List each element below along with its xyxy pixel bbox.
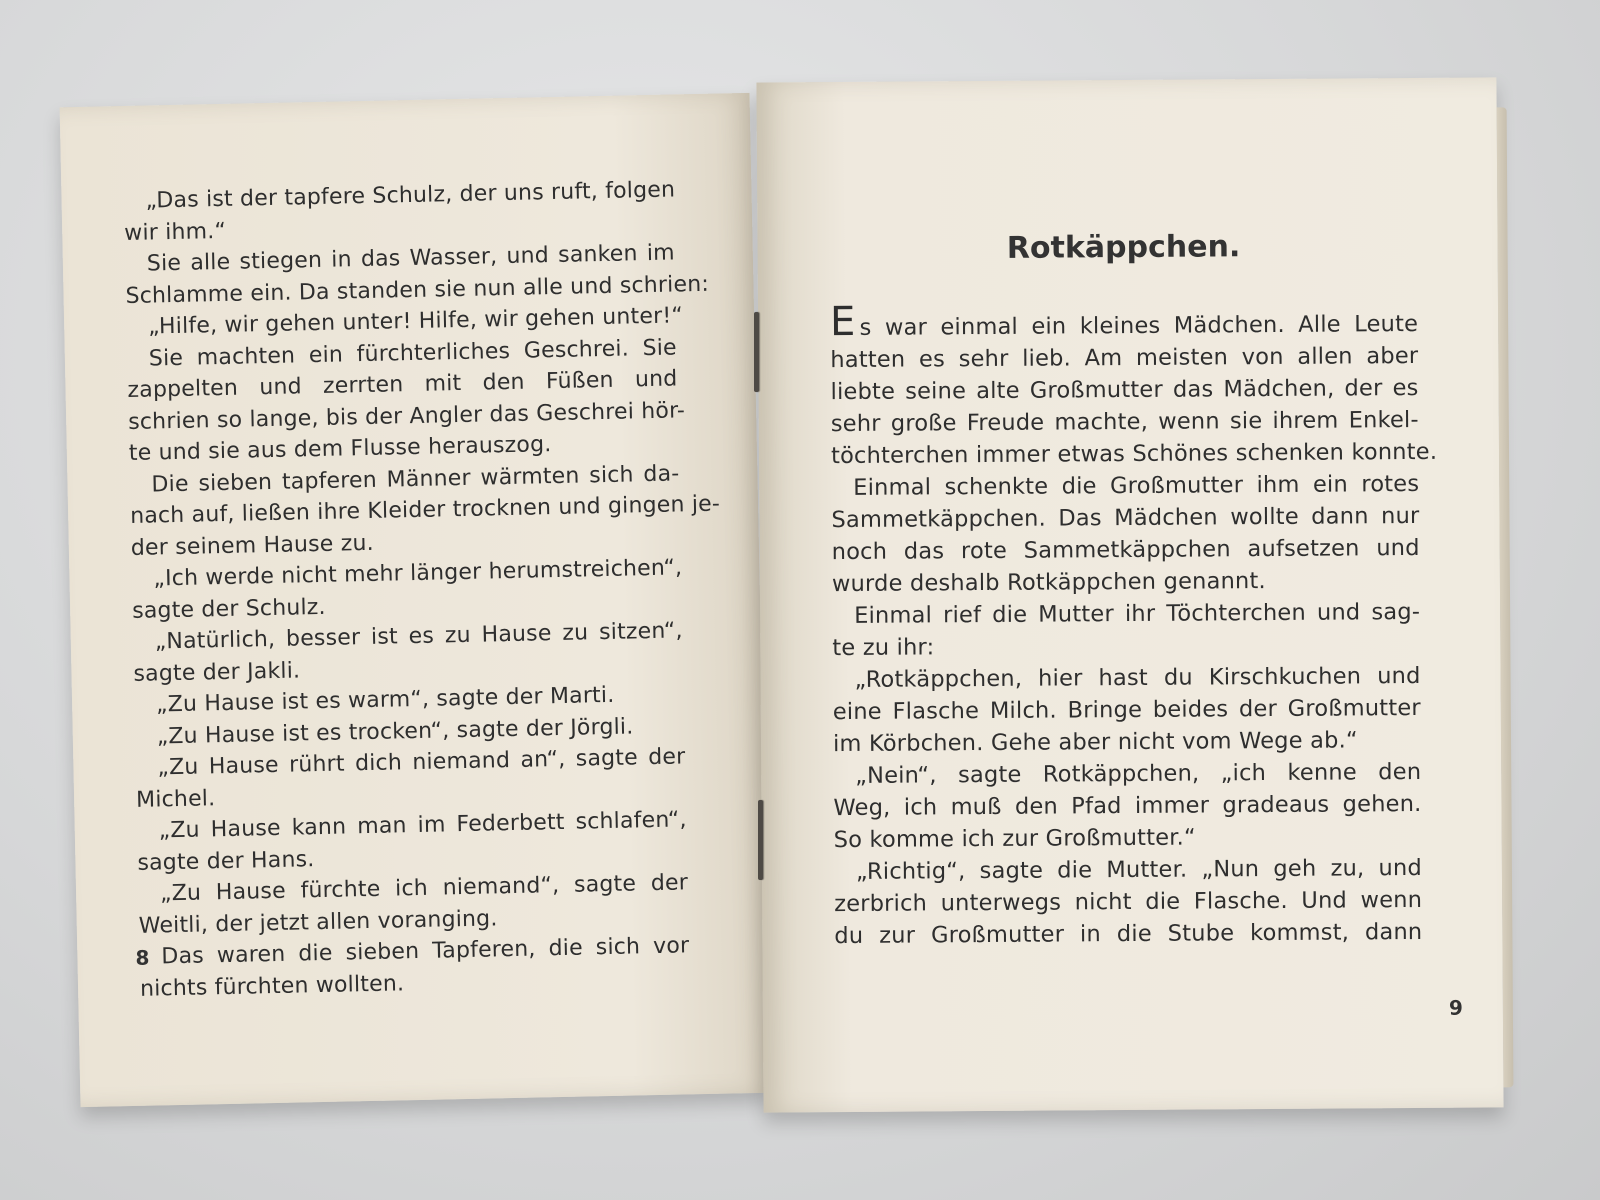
text-line: „Zu Hause kann man im Federbett schlafen“, xyxy=(158,807,687,844)
text-line: zerbrich unterwegs nicht die Flasche. Und wenn xyxy=(834,886,1423,918)
left-page xyxy=(60,93,771,1107)
text-line: „Hilfe, wir gehen unter! Hilfe, wir gehen unter!“ xyxy=(147,303,684,340)
text-line: liebte seine alte Großmutter das Mädchen, der es xyxy=(830,374,1419,406)
text-line: „Natürlich, besser ist es zu Hause zu sitzen“, xyxy=(154,618,683,655)
text-line: te und sie aus dem Flusse herauszog. xyxy=(128,432,552,466)
text-line: wurde deshalb Rotkäppchen genannt. xyxy=(831,568,1266,598)
text-line: der seinem Hause zu. xyxy=(130,530,375,561)
text-line: „Zu Hause ist es warm“, sagte der Marti. xyxy=(155,682,615,718)
text-line: zappelten und zerrten mit den Füßen und xyxy=(127,366,678,403)
text-line: Schlamme ein. Da standen sie nun alle und schrien: xyxy=(125,271,710,309)
text-line: „Zu Hause ist es trocken“, sagte der Jörgli. xyxy=(156,713,634,749)
drop-cap: E xyxy=(829,298,856,346)
text-line: Michel. xyxy=(135,785,216,813)
text-line: Sie machten ein fürchterliches Geschrei. Sie xyxy=(148,334,678,372)
text-line: sagte der Hans. xyxy=(137,846,315,876)
text-line: im Körbchen. Gehe aber nicht vom Wege ab.“ xyxy=(832,727,1358,758)
text-line: Weg, ich muß den Pfad immer gradeaus gehen. xyxy=(833,790,1422,822)
staple xyxy=(758,800,763,880)
text-line: noch das rote Sammetkäppchen aufsetzen und xyxy=(831,534,1420,566)
text-line: Sie alle stiegen in das Wasser, und sanken im xyxy=(146,240,676,277)
text-line: Sammetkäppchen. Das Mädchen wollte dann nur xyxy=(831,502,1420,534)
text-line: nichts fürchten wollten. xyxy=(139,970,405,1002)
open-booklet xyxy=(60,60,1540,1120)
text-line: eine Flasche Milch. Bringe beides der Großmutter xyxy=(832,694,1421,726)
right-page xyxy=(756,77,1503,1112)
text-line: Das waren die sieben Tapferen, die sich vor xyxy=(161,933,690,970)
text-line: schrien so lange, bis der Angler das Geschrei hör- xyxy=(127,397,686,435)
text-line: „Ich werde nicht mehr länger herumstreichen“, xyxy=(153,555,683,592)
page-edges xyxy=(1497,107,1514,1087)
story-title: Rotkäppchen. xyxy=(1006,229,1241,266)
text-line: So komme ich zur Großmutter.“ xyxy=(833,824,1196,854)
text-line: „Das ist der tapfere Schulz, der uns ruft, folgen xyxy=(145,177,676,214)
text-line: Einmal schenkte die Großmutter ihm ein rotes xyxy=(853,470,1420,501)
text-line: „Zu Hause fürchte ich niemand“, sagte der xyxy=(159,870,689,907)
page-number: 8 xyxy=(135,945,150,970)
text-line: „Nein“, sagte Rotkäppchen, „ich kenne den xyxy=(855,758,1422,789)
text-line: wir ihm.“ xyxy=(123,218,227,246)
text-line: nach auf, ließen ihre Kleider trocknen und gingen je- xyxy=(129,491,721,529)
page-number: 9 xyxy=(1448,995,1463,1020)
text-line: hatten es sehr lieb. Am meisten von allen aber xyxy=(830,342,1419,374)
text-line: sagte der Jakli. xyxy=(133,657,301,687)
text-line: te zu ihr: xyxy=(832,634,935,662)
text-line: Einmal rief die Mutter ihr Töchterchen und sag- xyxy=(854,598,1421,629)
text-line: töchterchen immer etwas Schönes schenken konnte. xyxy=(830,438,1438,470)
text-line: „Rotkäppchen, hier hast du Kirschkuchen und xyxy=(854,662,1421,693)
text-line: sagte der Schulz. xyxy=(131,594,326,624)
text-line: Die sieben tapferen Männer wärmten sich da- xyxy=(151,460,680,497)
staple xyxy=(754,312,759,392)
text-line: Weitli, der jetzt allen voranging. xyxy=(138,905,498,939)
text-line xyxy=(829,298,1419,346)
text-line: du zur Großmutter in die Stube kommst, dann xyxy=(834,918,1423,950)
text-line: sehr große Freude machte, wenn sie ihrem Enkel- xyxy=(830,406,1419,438)
text-line: „Richtig“, sagte die Mutter. „Nun geh zu, und xyxy=(855,854,1423,885)
text-line: „Zu Hause rührt dich niemand an“, sagte der xyxy=(157,744,686,781)
text-line-content: s war einmal ein kleines Mädchen. Alle Leute xyxy=(859,310,1419,341)
